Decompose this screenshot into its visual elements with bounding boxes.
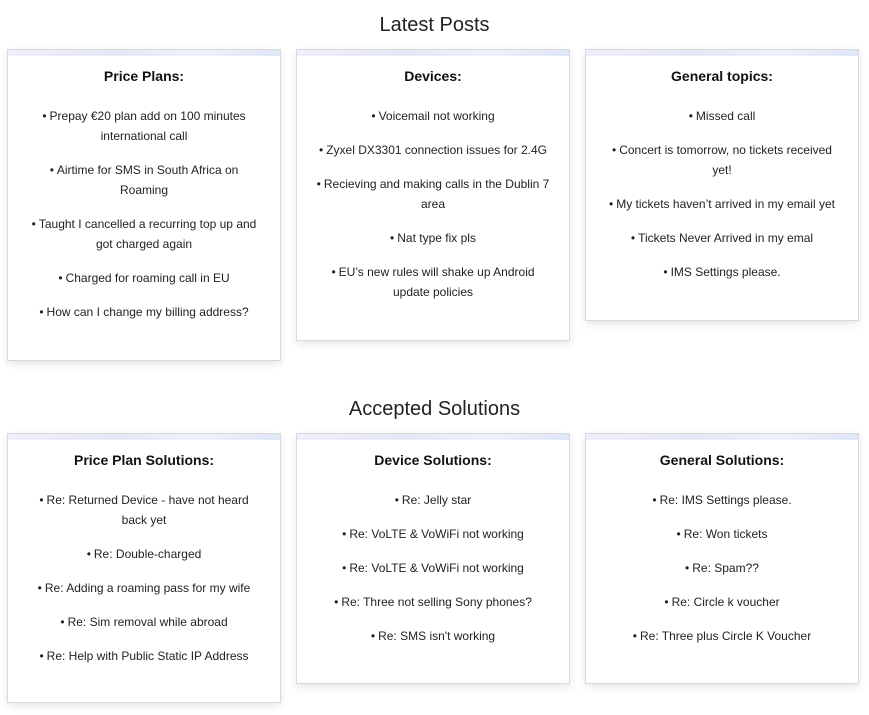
- post-link[interactable]: Missed call: [695, 109, 756, 123]
- card-accent-bar: [8, 434, 280, 440]
- solution-link[interactable]: Re: Sim removal while abroad: [67, 615, 228, 629]
- list-item: • Re: Double-charged: [86, 547, 202, 561]
- post-link[interactable]: Voicemail not working: [378, 109, 495, 123]
- list-item: • Zyxel DX3301 connection issues for 2.4G: [319, 143, 547, 157]
- solution-link[interactable]: Re: Three not selling Sony phones?: [341, 595, 532, 609]
- list-item: • Re: Spam??: [685, 561, 759, 575]
- card-accent-bar: [8, 50, 280, 56]
- solution-link[interactable]: Re: VoLTE & VoWiFi not working: [349, 561, 524, 575]
- solution-list: [297, 490, 569, 646]
- general-topics-card: [585, 49, 859, 321]
- list-item: • Re: Jelly star: [394, 493, 472, 507]
- list-item: • Re: Sim removal while abroad: [60, 615, 228, 629]
- card-heading: General Solutions:: [659, 452, 785, 468]
- list-item: • IMS Settings please.: [663, 265, 781, 279]
- accepted-solutions-title: Accepted Solutions: [348, 398, 521, 420]
- post-list: [586, 106, 858, 282]
- list-item: • Re: Help with Public Static IP Address: [39, 649, 249, 663]
- solution-link[interactable]: Re: Spam??: [692, 561, 759, 575]
- post-link[interactable]: Airtime for SMS in South Africa on Roaming: [56, 163, 239, 197]
- general-solutions-card: [585, 433, 859, 684]
- list-item: • Re: VoLTE & VoWiFi not working: [342, 527, 524, 541]
- solution-link[interactable]: Re: Won tickets: [683, 527, 768, 541]
- list-item: • Re: Won tickets: [676, 527, 768, 541]
- post-link[interactable]: Nat type fix pls: [397, 231, 476, 245]
- list-item: • Re: Three plus Circle K Voucher: [632, 629, 812, 643]
- post-list: [297, 106, 569, 302]
- list-item: • Concert is tomorrow, no tickets received yet!: [612, 143, 832, 177]
- list-item: • My tickets haven’t arrived in my email yet: [609, 197, 835, 211]
- list-item: • Re: Three not selling Sony phones?: [334, 595, 532, 609]
- devices-card: [296, 49, 570, 341]
- solution-link[interactable]: Re: Three plus Circle K Voucher: [640, 629, 812, 643]
- post-link[interactable]: Tickets Never Arrived in my emal: [638, 231, 814, 245]
- solution-link[interactable]: Re: Double-charged: [93, 547, 202, 561]
- post-link[interactable]: Concert is tomorrow, no tickets received yet!: [619, 143, 832, 177]
- post-link[interactable]: My tickets haven’t arrived in my email yet: [616, 197, 835, 211]
- list-item: • Re: SMS isn't working: [370, 629, 496, 643]
- card-heading: General topics:: [671, 68, 773, 84]
- post-list: [8, 106, 280, 322]
- list-item: • Missed call: [688, 109, 756, 123]
- card-accent-bar: [297, 50, 569, 56]
- card-heading: Price Plans:: [103, 68, 185, 84]
- list-item: • Charged for roaming call in EU: [58, 271, 230, 285]
- post-link[interactable]: EU’s new rules will shake up Android update policies: [338, 265, 535, 299]
- solution-list: [586, 490, 858, 646]
- list-item: • EU’s new rules will shake up Android update policies: [331, 265, 535, 299]
- solution-list: [8, 490, 280, 666]
- card-heading: Price Plan Solutions:: [73, 452, 215, 468]
- list-item: • Tickets Never Arrived in my emal: [630, 231, 814, 245]
- solution-link[interactable]: Re: Returned Device - have not heard back yet: [46, 493, 249, 527]
- post-link[interactable]: Taught I cancelled a recurring top up and got charged again: [38, 217, 257, 251]
- list-item: • Nat type fix pls: [390, 231, 476, 245]
- list-item: • Airtime for SMS in South Africa on Roaming: [49, 163, 239, 197]
- post-link[interactable]: How can I change my billing address?: [46, 305, 249, 319]
- solution-link[interactable]: Re: Adding a roaming pass for my wife: [44, 581, 251, 595]
- post-link[interactable]: Recieving and making calls in the Dublin 7 area: [323, 177, 550, 211]
- list-item: • Prepay €20 plan add on 100 minutes international call: [42, 109, 246, 143]
- price-plans-card: [7, 49, 281, 361]
- solution-link[interactable]: Re: VoLTE & VoWiFi not working: [349, 527, 524, 541]
- card-heading: Device Solutions:: [374, 452, 492, 468]
- list-item: • Recieving and making calls in the Dublin 7 area: [316, 177, 550, 211]
- list-item: • Re: Circle k voucher: [664, 595, 780, 609]
- list-item: • How can I change my billing address?: [39, 305, 249, 319]
- list-item: • Re: VoLTE & VoWiFi not working: [342, 561, 524, 575]
- list-item: • Taught I cancelled a recurring top up and got charged again: [31, 217, 257, 251]
- card-heading: Devices:: [404, 68, 462, 84]
- card-accent-bar: [586, 434, 858, 440]
- solution-link[interactable]: Re: IMS Settings please.: [659, 493, 792, 507]
- solution-link[interactable]: Re: SMS isn't working: [378, 629, 496, 643]
- price-plan-solutions-card: [7, 433, 281, 703]
- post-link[interactable]: IMS Settings please.: [670, 265, 781, 279]
- card-accent-bar: [586, 50, 858, 56]
- device-solutions-card: [296, 433, 570, 684]
- list-item: • Re: IMS Settings please.: [652, 493, 792, 507]
- post-link[interactable]: Prepay €20 plan add on 100 minutes international call: [49, 109, 246, 143]
- list-item: • Voicemail not working: [371, 109, 495, 123]
- post-link[interactable]: Zyxel DX3301 connection issues for 2.4G: [326, 143, 547, 157]
- list-item: • Re: Returned Device - have not heard back yet: [39, 493, 249, 527]
- solution-link[interactable]: Re: Circle k voucher: [671, 595, 780, 609]
- solution-link[interactable]: Re: Jelly star: [401, 493, 472, 507]
- solution-link[interactable]: Re: Help with Public Static IP Address: [46, 649, 249, 663]
- latest-posts-title: Latest Posts: [379, 14, 490, 36]
- card-accent-bar: [297, 434, 569, 440]
- list-item: • Re: Adding a roaming pass for my wife: [37, 581, 251, 595]
- post-link[interactable]: Charged for roaming call in EU: [65, 271, 230, 285]
